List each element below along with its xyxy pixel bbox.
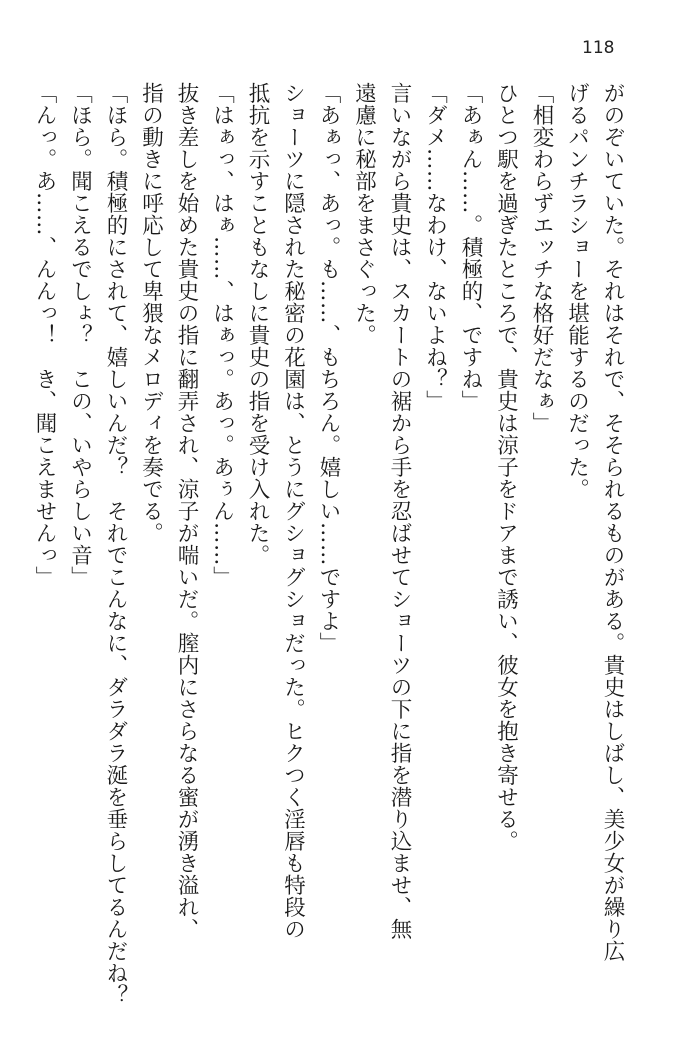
text-line: 「あぁん……。積極的、ですね」 xyxy=(458,82,483,412)
text-line: 「はぁっ、はぁ……、はぁっ。あっ。あぅん……」 xyxy=(209,82,235,588)
page-number: 118 xyxy=(582,38,615,58)
text-line: ひとつ駅を過ぎたところで、貴史は涼子をドアまで誘い、彼女を抱き寄せる。 xyxy=(493,82,519,852)
text-line: 言いながら貴史は、スカートの裾から手を忍ばせてショーツの下に指を潜り込ませ、無 xyxy=(387,82,412,940)
text-line: 「ほら。積極的にされて、嬉しいんだ？ それでこんなに、ダラダラ涎を垂らしてるんだね？ xyxy=(103,82,128,1006)
text-line: がのぞいていた。それはそれで、そそられるものがある。貴史はしばし、美少女が繰り広 xyxy=(600,82,625,962)
text-line: 指の動きに呼応して卑猥なメロディを奏でる。 xyxy=(138,82,164,544)
text-line: 抵抗を示すこともなしに貴史の指を受け入れた。 xyxy=(245,82,270,566)
text-line: 「あぁっ、あっ。も……、もちろん。嬉しい……ですよ」 xyxy=(316,82,341,654)
text-line: 「ダメ……なわけ、ないよね？」 xyxy=(422,82,448,412)
text-line: 「んっ。あ……、んんっ！ き、聞こえませんっ」 xyxy=(32,82,57,588)
text-line: ショーツに隠された秘密の花園は、とうにグショグショだった。ヒクつく淫唇も特段の xyxy=(280,82,306,940)
text-line: 「相変わらずエッチな格好だなぁ」 xyxy=(529,82,554,434)
text-line: 抜き差しを始めた貴史の指に翻弄され、涼子が喘いだ。膣内にさらなる蜜が湧き溢れ、 xyxy=(174,82,199,940)
text-line: 遠慮に秘部をまさぐった。 xyxy=(351,82,377,346)
vertical-text-block xyxy=(32,82,630,1012)
text-line: げるパンチラショーを堪能するのだった。 xyxy=(564,82,590,500)
text-line: 「ほら。聞こえるでしょ？ この、いやらしい音」 xyxy=(67,82,93,588)
